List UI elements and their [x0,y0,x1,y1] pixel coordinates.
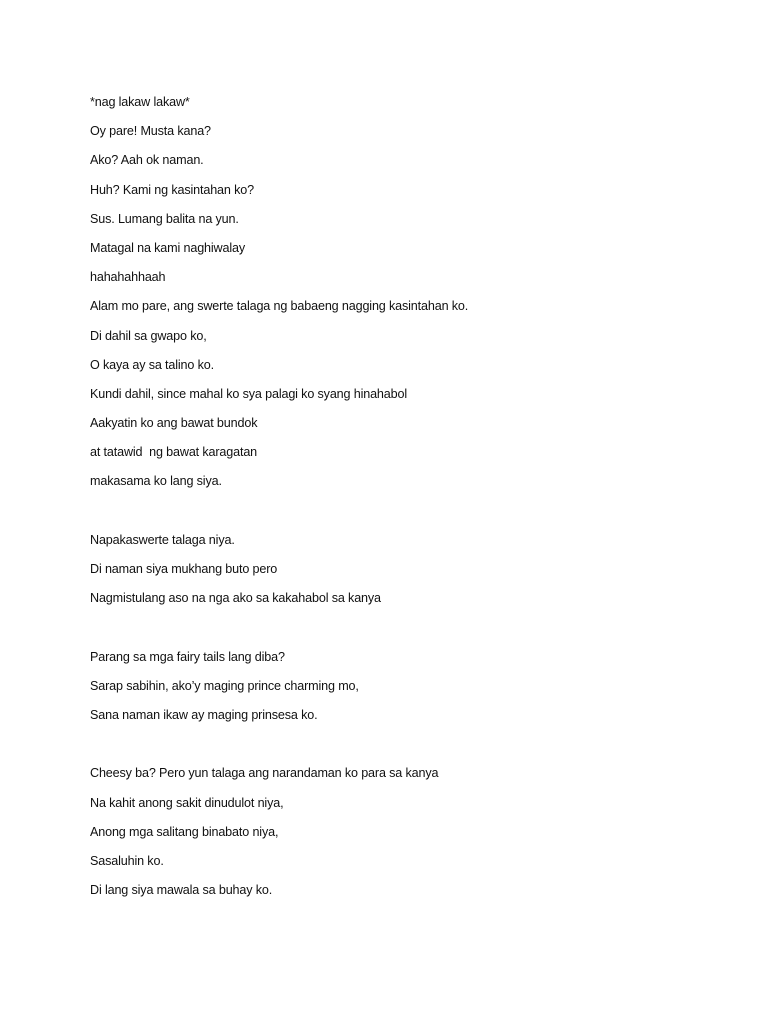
text-line: makasama ko lang siya. [90,474,222,489]
text-line: Di naman siya mukhang buto pero [90,562,278,576]
text-line: Matagal na kami naghiwalay [90,240,246,255]
text-line: O kaya ay sa talino ko. [90,357,214,372]
text-line: Kundi dahil, since mahal ko sya palagi ko syang hinahabol [90,386,407,401]
text-line: Sana naman ikaw ay maging prinsesa ko. [90,707,318,722]
text-line: Cheesy ba? Pero yun talaga ang narandaman ko para sa kanya [90,766,439,781]
text-line: Aakyatin ko ang bawat bundok [90,416,258,431]
stanza-break [90,617,730,646]
text-line: Oy pare! Musta kana? [90,124,211,139]
text-line: at tatawid ng bawat karagatan [90,445,258,460]
poem-text [90,92,730,909]
text-line: Anong mga salitang binabato niya, [90,824,279,839]
text-line: Parang sa mga fairy tails lang diba? [90,649,285,664]
stanza-break [90,501,730,530]
text-line: Alam mo pare, ang swerte talaga ng babaeng nagging kasintahan ko. [90,299,469,314]
text-line: *nag lakaw lakaw* [90,95,190,109]
text-line: Napakaswerte talaga niya. [90,532,235,547]
text-line: Sus. Lumang balita na yun. [90,211,239,226]
text-line: hahahahhaah [90,270,166,285]
text-line: Ako? Aah ok naman. [90,153,204,168]
text-line: Di lang siya mawala sa buhay ko. [90,883,273,898]
text-line: Nagmistulang aso na nga ako sa kakahabol sa kanya [90,591,381,606]
text-line: Sasaluhin ko. [90,853,164,868]
text-line: Na kahit anong sakit dinudulot niya, [90,795,284,810]
text-line: Huh? Kami ng kasintahan ko? [90,182,254,197]
stanza-break [90,734,730,763]
text-line: Sarap sabihin, ako’y maging prince charming mo, [90,678,359,693]
text-line: Di dahil sa gwapo ko, [90,328,207,343]
